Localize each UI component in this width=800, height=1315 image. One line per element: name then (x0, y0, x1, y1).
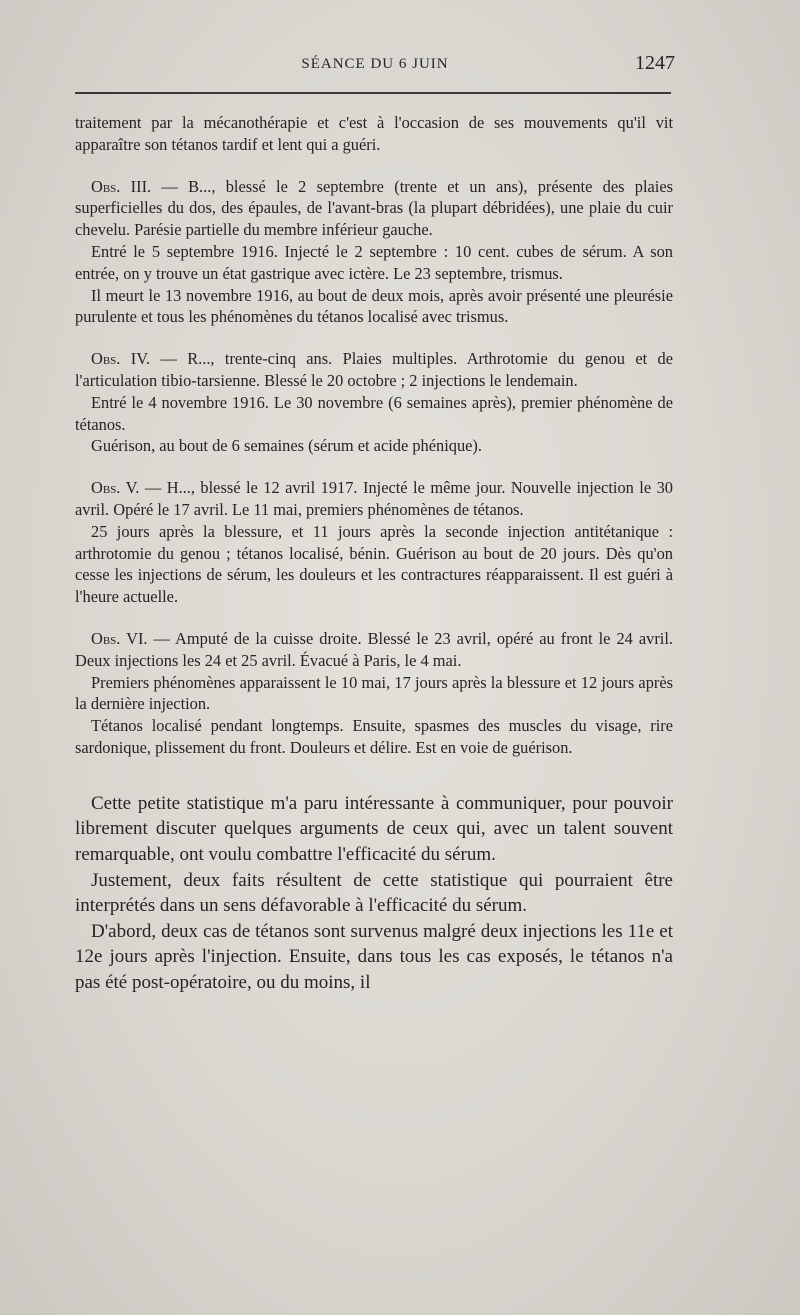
observation-4 (75, 348, 673, 457)
header-rule (75, 92, 671, 94)
observation-3 (75, 176, 673, 329)
observation-6 (75, 628, 673, 759)
observation-label: Obs. VI. (91, 628, 148, 648)
observation-label: Obs. IV. (91, 349, 151, 369)
running-head: SÉANCE DU 6 JUIN (301, 56, 449, 72)
observation-paragraph: Il meurt le 13 novembre 1916, au bout de deux mois, après avoir présenté une pleurésie purulente et tous les phénomènes du tétanos localisé avec trismus. (75, 285, 673, 327)
page-header (75, 52, 675, 82)
observation-paragraph: Entré le 5 septembre 1916. Injecté le 2 septembre : 10 cent. cubes de sérum. A son entrée, on y trouve un état gastrique avec ictère. Le 23 septembre, trismus. (75, 241, 673, 283)
discussion-paragraph: Justement, deux faits résultent de cette statistique qui pourraient être interprétés dans un sens défavorable à l'efficacité du sérum. (75, 869, 673, 917)
page-content (75, 112, 673, 995)
observation-paragraph: Entré le 4 novembre 1916. Le 30 novembre (6 semaines après), premier phénomène de tétanos. (75, 392, 673, 434)
observation-paragraph: Obs. III. — B..., blessé le 2 septembre (trente et un ans), présente des plaies superficielles du dos, des épaules, de l'avant-bras (la plupart débridées), une plaie du cuir chevelu. Parésie partielle du membre inférieur gauche. (75, 176, 673, 240)
observation-label: Obs. V. (91, 478, 140, 498)
observation-paragraph: Tétanos localisé pendant longtemps. Ensuite, spasmes des muscles du visage, rire sardonique, plissement du front. Douleurs et délire. Est en voie de guérison. (75, 716, 673, 757)
observation-paragraph: Guérison, au bout de 6 semaines (sérum et acide phénique). (91, 436, 482, 456)
discussion-paragraph: Cette petite statistique m'a paru intéressante à communiquer, pour pouvoir librement discuter quelques arguments de ceux qui, avec un talent souvent remarquable, ont voulu combattre l'efficacité du sérum. (75, 792, 673, 865)
observation-paragraph: Obs. VI. — Amputé de la cuisse droite. Blessé le 23 avril, opéré au front le 24 avril. Deux injections les 24 et 25 avril. Évacué à Paris, le 4 mai. (75, 628, 674, 670)
intro-paragraph: traitement par la mécanothérapie et c'est à l'occasion de ses mouvements qu'il vit apparaître son tétanos tardif et lent qui a guéri. (75, 113, 673, 154)
observations-section (75, 112, 673, 759)
page-number: 1247 (635, 52, 675, 74)
observation-5 (75, 477, 673, 608)
observation-paragraph: Obs. V. — H..., blessé le 12 avril 1917. Injecté le même jour. Nouvelle injection le 30 avril. Opéré le 17 avril. Le 11 mai, premiers phénomènes de tétanos. (75, 478, 673, 519)
observation-label: Obs. III. (91, 176, 152, 196)
observation-paragraph: Obs. IV. — R..., trente-cinq ans. Plaies multiples. Arthrotomie du genou et de l'articulation tibio-tarsienne. Blessé le 20 octobre ; 2 injections le lendemain. (75, 349, 673, 390)
discussion-section (75, 791, 673, 996)
observation-paragraph: Premiers phénomènes apparaissent le 10 mai, 17 jours après la blessure et 12 jours après la dernière injection. (75, 672, 673, 714)
observation-paragraph: 25 jours après la blessure, et 11 jours après la seconde injection antitétanique : arthrotomie du genou ; tétanos localisé, bénin. Guérison au bout de 20 jours. Dès qu'on cesse les injections de sérum, les douleurs et les contractures réapparaissent. Il est guéri à l'heure actuelle. (75, 521, 673, 607)
discussion-paragraph: D'abord, deux cas de tétanos sont survenus malgré deux injections les 11e et 12e jours après l'injection. Ensuite, dans tous les cas exposés, le tétanos n'a pas été post-opératoire, ou du moins, il (75, 920, 673, 993)
